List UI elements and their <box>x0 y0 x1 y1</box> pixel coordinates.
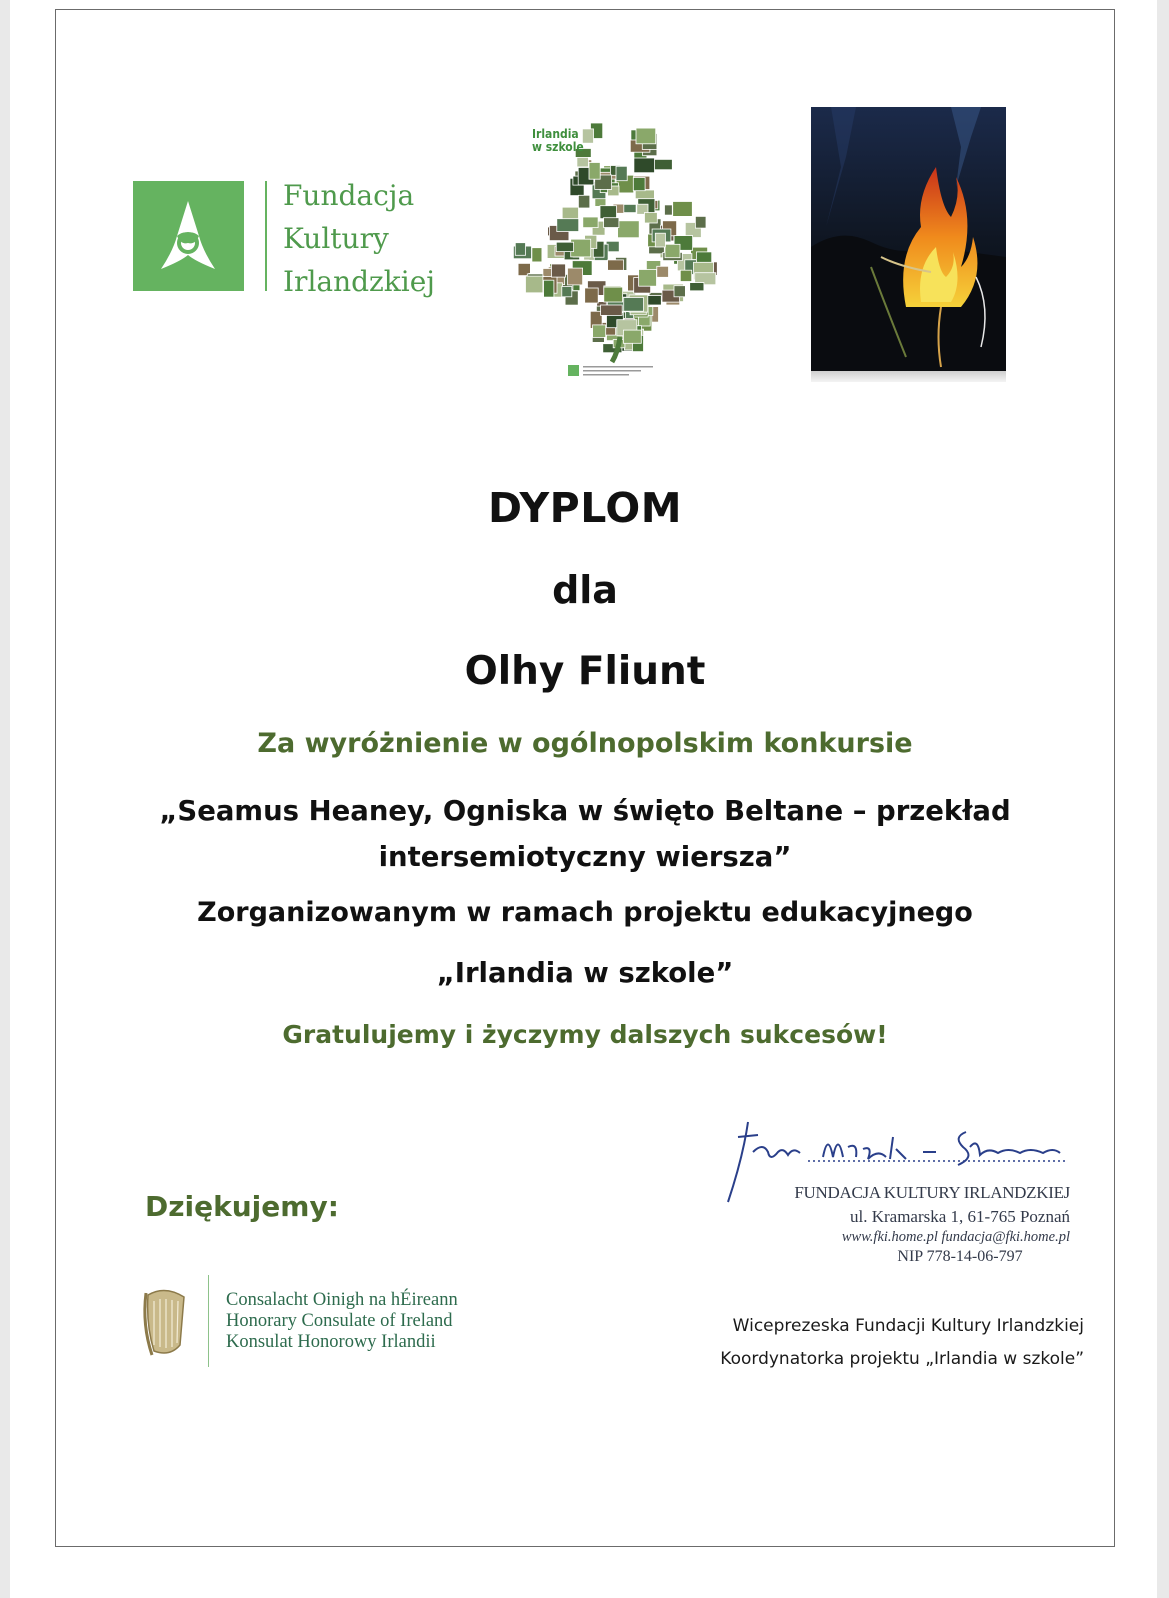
collage-photo <box>634 158 655 173</box>
collage-photo <box>544 280 554 297</box>
fki-name-line: Fundacja <box>283 179 415 212</box>
fki-logo-icon <box>133 181 244 291</box>
collage-photo <box>665 244 680 257</box>
collage-photo <box>624 298 644 312</box>
collage-photo <box>578 195 589 208</box>
collage-photo <box>690 283 704 291</box>
collage-photo <box>556 242 573 251</box>
collage-photo <box>674 286 685 297</box>
collage-photo <box>601 305 623 315</box>
stamp-line: NIP 778-14-06-797 <box>897 1248 1023 1265</box>
consulate-line: Konsulat Honorowy Irlandii <box>226 1332 436 1352</box>
collage-photo <box>633 178 645 191</box>
contest-title-line: „Seamus Heaney, Ogniska w święto Beltane – przekład <box>159 795 1011 827</box>
collage-fine-print <box>583 370 641 372</box>
collage-photo <box>568 268 583 285</box>
bonfire-painting-image <box>811 107 1006 373</box>
collage-fine-print <box>583 366 653 368</box>
collage-photo <box>695 216 706 228</box>
collage-photo <box>636 128 656 144</box>
collage-photo <box>593 325 606 338</box>
project-collage-image <box>500 112 750 388</box>
role-line: Wiceprezeska Fundacji Kultury Irlandzkiej <box>732 1316 1084 1336</box>
collage-photo <box>622 204 636 212</box>
recipient-name: Olhy Fliunt <box>464 649 706 694</box>
collage-photo <box>585 288 599 303</box>
collage-photo <box>616 166 627 180</box>
collage-photo <box>526 276 544 293</box>
foundation-stamp <box>790 1183 1070 1266</box>
diploma-title: DYPLOM <box>487 484 683 532</box>
collage-photo <box>583 217 598 228</box>
collage-photo <box>680 270 691 281</box>
project-name: „Irlandia w szkole” <box>436 957 734 989</box>
organized-line: Zorganizowanym w ramach projektu edukacyjnego <box>197 897 973 928</box>
thanks-heading: Dziękujemy: <box>145 1190 339 1223</box>
fki-logo-divider <box>265 181 267 291</box>
collage-photo <box>562 287 572 297</box>
contest-title <box>55 788 1115 880</box>
collage-photo <box>515 243 525 256</box>
fki-name <box>283 174 483 303</box>
collage-photo <box>657 266 669 277</box>
collage-photo <box>635 190 654 199</box>
consulate-name <box>226 1290 458 1353</box>
collage-mini-logo-icon <box>568 365 579 376</box>
irish-harp-icon <box>140 1285 190 1360</box>
fki-name-line: Irlandzkiej <box>283 265 435 298</box>
collage-photo <box>673 202 693 217</box>
collage-photo <box>608 260 624 270</box>
stamp-line: www.fki.home.pl fundacja@fki.home.pl <box>841 1229 1070 1245</box>
collage-title: Irlandia w szkole <box>532 127 584 154</box>
collage-photo <box>600 206 617 219</box>
collage-photo <box>589 163 600 180</box>
collage-fine-print <box>583 374 629 376</box>
collage-photo <box>552 264 566 277</box>
fki-name-line: Kultury <box>283 222 389 255</box>
contest-title-line: intersemiotyczny wiersza” <box>378 841 792 873</box>
award-line: Za wyróżnienie w ogólnopolskim konkursie <box>257 728 913 759</box>
collage-photo <box>604 287 623 302</box>
congratulations: Gratulujemy i życzymy dalszych sukcesów! <box>282 1020 888 1049</box>
collage-photo <box>618 221 640 238</box>
collage-photo <box>655 233 665 247</box>
collage-photo <box>639 270 657 287</box>
collage-photo <box>645 213 658 224</box>
role-line: Koordynatorka projektu „Irlandia w szkole” <box>720 1349 1084 1369</box>
consulate-line: Honorary Consulate of Ireland <box>226 1311 453 1331</box>
consulate-line: Consalacht Oinigh na hÉireann <box>226 1290 458 1310</box>
stamp-line: FUNDACJA KULTURY IRLANDZKIEJ <box>794 1183 1070 1202</box>
painting-shadow <box>811 371 1006 382</box>
stamp-line: ul. Kramarska 1, 61-765 Poznań <box>849 1207 1070 1226</box>
collage-photo <box>604 218 619 228</box>
collage-photo <box>532 248 542 262</box>
diploma-for: dla <box>552 568 618 612</box>
consulate-divider <box>208 1275 209 1367</box>
signatory-role <box>720 1310 1084 1376</box>
collage-photo <box>623 330 641 343</box>
collage-photo <box>557 219 579 232</box>
collage-photo <box>582 129 593 143</box>
